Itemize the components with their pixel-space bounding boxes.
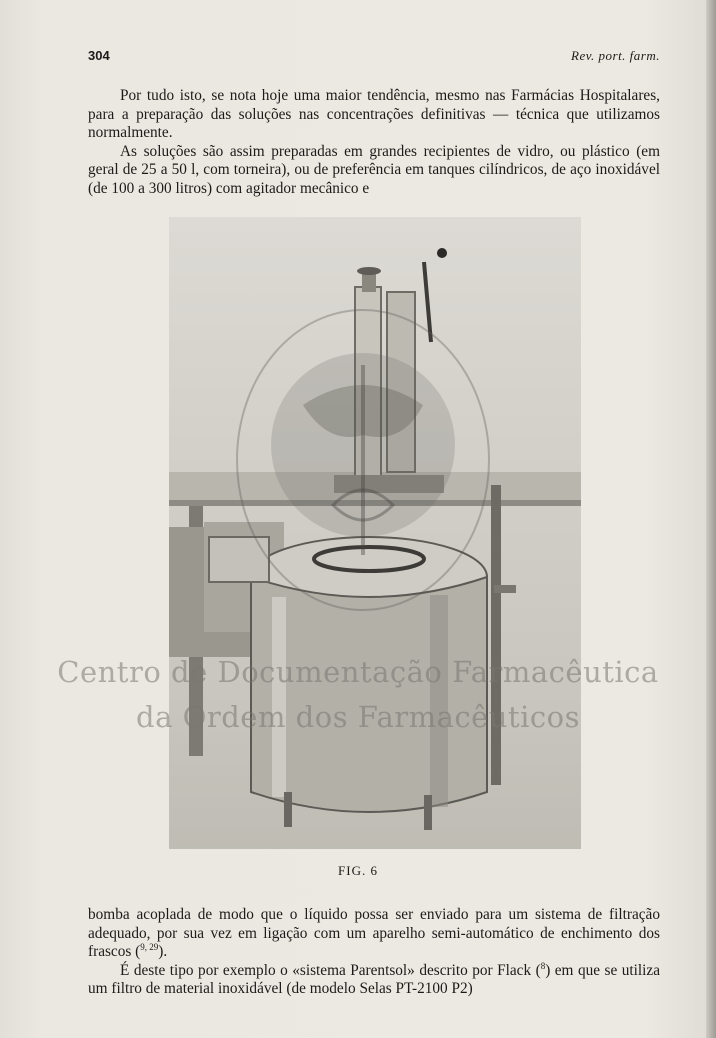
figure-caption: FIG. 6 (338, 863, 378, 878)
valve-handle (357, 267, 381, 275)
paragraph-end: ). (158, 943, 168, 960)
paragraph-text: bomba acoplada de modo que o líquido possa ser enviado para um sistema de filtração adequado, por sua vez em ligação com um aparelho semi-automático de enchimento dos frascos ( (88, 906, 660, 960)
paragraph-end: ) em que se utiliza um filtro de material inoxidável (de modelo Selas PT-2100 P2) (88, 961, 660, 997)
paragraph (88, 962, 660, 999)
paragraph: As soluções são assim preparadas em grandes recipientes de vidro, ou plástico (em geral de 25 a 50 l, com torneira), ou de preferência em tanques cilíndricos, de aço inoxidável (de 100 a 300 litros) com agitador mecânico e (88, 142, 660, 197)
page-number: 304 (88, 48, 110, 63)
citation-ref: 9, 29 (140, 941, 159, 952)
journal-title: Rev. port. farm. (571, 48, 660, 63)
tank-foot (284, 792, 292, 827)
outlet-tap (494, 585, 516, 593)
watermark-line: da Ordem dos Farmacêuticos (136, 700, 580, 734)
page-edge-shadow (706, 0, 716, 1038)
bottom-text-block (88, 906, 660, 999)
top-text-block (88, 87, 660, 198)
lever-knob (437, 248, 447, 258)
paragraph-text: É deste tipo por exemplo o «sistema Parentsol» descrito por Flack ( (120, 961, 541, 979)
citation-ref: 8 (540, 960, 546, 971)
watermark-seal-icon (233, 305, 493, 615)
running-header (88, 48, 660, 68)
watermark-line: Centro de Documentação Farmacêutica (57, 655, 659, 689)
paragraph: Por tudo isto, se nota hoje uma maior tendência, mesmo nas Farmácias Hospitalares, para a preparação das soluções nas concentrações definitivas — técnica que utilizamos normalmente. (88, 87, 660, 141)
paragraph (88, 906, 660, 962)
tank-foot (424, 795, 432, 830)
